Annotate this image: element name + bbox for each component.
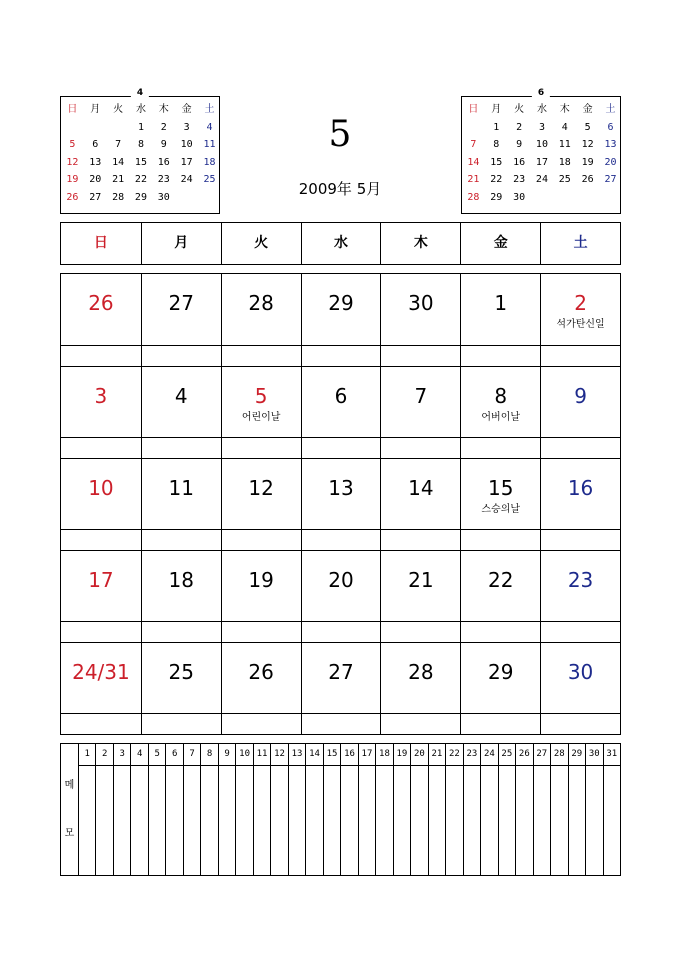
mini-day: 21: [467, 174, 480, 185]
day-cell[interactable]: [460, 643, 540, 734]
day-note-strip[interactable]: [302, 345, 381, 366]
mini-day: 24: [535, 174, 548, 185]
day-cell[interactable]: [301, 643, 381, 734]
weekday-label: 月: [141, 223, 221, 264]
mini-weekday: 水: [135, 104, 146, 115]
day-number: 1: [494, 291, 508, 315]
memo-day-column[interactable]: [165, 766, 182, 875]
memo-day-column[interactable]: [288, 766, 305, 875]
day-cell[interactable]: [301, 551, 381, 642]
mini-day: [198, 189, 221, 207]
day-cell[interactable]: [221, 459, 301, 550]
memo-day-column[interactable]: [358, 766, 375, 875]
day-note-strip[interactable]: [461, 345, 540, 366]
day-note-strip[interactable]: [61, 621, 141, 642]
day-cell[interactable]: [460, 551, 540, 642]
memo-day-header: 24: [480, 744, 497, 766]
day-cell[interactable]: [380, 459, 460, 550]
memo-day-column[interactable]: [323, 766, 340, 875]
mini-day: 20: [604, 156, 617, 168]
weekday-header: [60, 222, 621, 265]
memo-day-header: 12: [270, 744, 287, 766]
mini-day: 6: [92, 139, 99, 150]
memo-day-header: 2: [95, 744, 112, 766]
day-cell[interactable]: [221, 367, 301, 458]
memo-day-header: 13: [288, 744, 305, 766]
mini-weekday: 日: [67, 104, 78, 115]
memo-day-column[interactable]: [533, 766, 550, 875]
day-number: 12: [248, 476, 274, 500]
mini-day: 23: [157, 174, 170, 185]
day-cell[interactable]: [380, 643, 460, 734]
weekday-label: 水: [301, 223, 381, 264]
memo-day-column[interactable]: [95, 766, 112, 875]
mini-day: 2: [160, 121, 167, 133]
day-cell[interactable]: [61, 367, 141, 458]
day-note-strip[interactable]: [381, 713, 460, 734]
mini-day: 3: [538, 121, 545, 133]
mini-day: 5: [584, 121, 591, 133]
mini-day: 30: [157, 191, 170, 203]
day-number: 21: [408, 568, 434, 592]
memo-day-header: 4: [130, 744, 147, 766]
day-number: 8: [494, 384, 508, 408]
mini-weekday: 木: [559, 104, 570, 115]
day-number: 29: [487, 660, 514, 684]
day-number: 15: [487, 476, 514, 500]
day-note-strip[interactable]: [142, 529, 221, 550]
mini-day: 23: [513, 174, 526, 185]
day-cell[interactable]: [61, 459, 141, 550]
memo-day-header: 30: [585, 744, 602, 766]
memo-day-header: 22: [445, 744, 462, 766]
day-cell[interactable]: [221, 274, 301, 366]
mini-calendar-title: 6: [532, 87, 550, 99]
day-note-strip[interactable]: [222, 621, 301, 642]
mini-day: 26: [581, 174, 594, 185]
day-number: 19: [248, 568, 274, 592]
mini-day: 12: [581, 139, 594, 150]
mini-day: 17: [535, 156, 548, 168]
mini-day: [462, 119, 485, 137]
month-grid: [60, 273, 621, 735]
memo-day-header: 26: [515, 744, 532, 766]
day-number: 13: [328, 476, 354, 500]
day-cell[interactable]: [540, 643, 620, 734]
day-cell[interactable]: [540, 459, 620, 550]
day-number: 23: [567, 568, 594, 592]
mini-day: 7: [470, 139, 477, 150]
day-note-strip[interactable]: [142, 621, 221, 642]
day-note-strip[interactable]: [61, 713, 141, 734]
day-cell[interactable]: [380, 367, 460, 458]
mini-weekday: 火: [113, 104, 124, 115]
holiday-label: 어린이날: [241, 412, 281, 423]
weekday-label: 火: [221, 223, 301, 264]
mini-day: 22: [490, 174, 503, 185]
mini-day: 11: [203, 139, 216, 150]
day-note-strip[interactable]: [61, 437, 141, 458]
day-cell[interactable]: [61, 551, 141, 642]
mini-day: 25: [558, 174, 571, 185]
memo-day-header: 18: [375, 744, 392, 766]
mini-day: [175, 189, 198, 207]
day-number: 27: [168, 291, 194, 315]
day-note-strip[interactable]: [222, 529, 301, 550]
day-cell[interactable]: [540, 274, 620, 366]
mini-day: 10: [180, 139, 193, 150]
memo-day-column[interactable]: [148, 766, 165, 875]
memo-day-column[interactable]: [498, 766, 515, 875]
day-note-strip[interactable]: [302, 621, 381, 642]
mini-day: 14: [467, 156, 480, 168]
day-note-strip[interactable]: [302, 437, 381, 458]
day-note-strip[interactable]: [461, 621, 540, 642]
day-note-strip[interactable]: [541, 713, 620, 734]
day-cell[interactable]: [141, 274, 221, 366]
day-number: 20: [328, 568, 354, 592]
memo-day-column[interactable]: [113, 766, 130, 875]
memo-day-header: 1: [78, 744, 95, 766]
day-number: 25: [168, 660, 194, 684]
mini-calendar-june: [461, 88, 621, 214]
day-number: 28: [248, 291, 274, 315]
memo-day-header: 17: [358, 744, 375, 766]
day-cell[interactable]: [141, 551, 221, 642]
memo-day-column[interactable]: [480, 766, 497, 875]
day-note-strip[interactable]: [142, 437, 221, 458]
mini-day: 27: [89, 191, 102, 203]
memo-table: [60, 743, 621, 876]
day-number: 24/31: [72, 660, 130, 684]
day-number: 27: [328, 660, 354, 684]
holiday-label: 석가탄신일: [556, 319, 605, 330]
mini-day: 24: [180, 174, 193, 185]
mini-day: 15: [134, 156, 147, 168]
mini-day: 1: [493, 121, 500, 133]
mini-day: [576, 189, 599, 207]
mini-day: 16: [513, 156, 526, 168]
day-number: 2: [574, 291, 587, 315]
day-number: 18: [168, 568, 194, 592]
memo-day-column[interactable]: [585, 766, 602, 875]
memo-day-column[interactable]: [340, 766, 357, 875]
mini-weekday: 土: [605, 104, 616, 115]
memo-day-header: 29: [568, 744, 585, 766]
mini-day: 8: [493, 139, 500, 150]
memo-day-column[interactable]: [375, 766, 392, 875]
mini-day: 15: [490, 156, 503, 168]
memo-day-header: 21: [428, 744, 445, 766]
memo-day-header: 9: [218, 744, 235, 766]
memo-day-header: 3: [113, 744, 130, 766]
weekday-label: 日: [93, 235, 108, 251]
day-number: 22: [487, 568, 514, 592]
day-cell[interactable]: [460, 367, 540, 458]
mini-weekday: 金: [181, 104, 192, 115]
mini-weekday: 金: [582, 104, 593, 115]
mini-day: 21: [112, 174, 125, 185]
day-note-strip[interactable]: [222, 713, 301, 734]
day-cell[interactable]: [380, 551, 460, 642]
memo-label: [61, 766, 78, 875]
memo-label-char: 모: [64, 828, 75, 839]
day-cell[interactable]: [380, 274, 460, 366]
mini-day: 8: [137, 139, 144, 150]
mini-day: 19: [66, 174, 79, 185]
mini-calendar-grid: [61, 101, 221, 206]
week-row: [61, 642, 620, 734]
mini-day: 29: [490, 191, 503, 203]
day-number: 30: [408, 291, 434, 315]
day-note-strip[interactable]: [461, 529, 540, 550]
memo-day-column[interactable]: [393, 766, 410, 875]
memo-day-column[interactable]: [550, 766, 567, 875]
mini-weekday: 日: [468, 104, 479, 115]
day-note-strip[interactable]: [61, 529, 141, 550]
day-cell[interactable]: [301, 459, 381, 550]
holiday-label: 어버이날: [481, 412, 521, 423]
day-note-strip[interactable]: [381, 621, 460, 642]
mini-weekday: 水: [536, 104, 547, 115]
weekday-label: 土: [540, 223, 620, 264]
day-number: 3: [94, 384, 108, 408]
month-number: 5: [328, 114, 352, 155]
mini-day: 17: [180, 156, 193, 168]
memo-day-column[interactable]: [428, 766, 445, 875]
day-number: 4: [174, 384, 188, 408]
day-note-strip[interactable]: [302, 713, 381, 734]
mini-day: 12: [66, 156, 79, 168]
day-number: 14: [408, 476, 434, 500]
day-note-strip[interactable]: [541, 529, 620, 550]
week-row: [61, 366, 620, 458]
day-note-strip[interactable]: [381, 437, 460, 458]
mini-day: 11: [558, 139, 571, 150]
mini-day: 29: [134, 191, 147, 203]
weekday-label: 金: [460, 223, 540, 264]
holiday-label: 스승의날: [481, 504, 521, 515]
day-cell[interactable]: [301, 274, 381, 366]
mini-day: 13: [604, 139, 617, 150]
mini-day: 7: [115, 139, 122, 150]
memo-day-column[interactable]: [183, 766, 200, 875]
memo-day-column[interactable]: [200, 766, 217, 875]
memo-day-header: 8: [200, 744, 217, 766]
mini-day: 16: [157, 156, 170, 168]
day-cell[interactable]: [540, 367, 620, 458]
day-cell[interactable]: [301, 367, 381, 458]
day-number: 29: [328, 291, 354, 315]
day-number: 28: [408, 660, 434, 684]
memo-day-column[interactable]: [78, 766, 95, 875]
day-note-strip[interactable]: [222, 345, 301, 366]
mini-day: 9: [160, 139, 167, 150]
weekday-label: 木: [380, 223, 460, 264]
mini-weekday: 木: [158, 104, 169, 115]
mini-day: [84, 119, 107, 137]
memo-day-column[interactable]: [410, 766, 427, 875]
day-note-strip[interactable]: [541, 437, 620, 458]
memo-day-column[interactable]: [515, 766, 532, 875]
mini-day: 14: [112, 156, 125, 168]
day-cell[interactable]: [61, 643, 141, 734]
mini-day: 13: [89, 156, 102, 168]
day-cell[interactable]: [221, 643, 301, 734]
memo-day-header: 20: [410, 744, 427, 766]
mini-day: 9: [516, 139, 523, 150]
day-number: 7: [414, 384, 428, 408]
memo-day-column[interactable]: [253, 766, 270, 875]
memo-day-header: 7: [183, 744, 200, 766]
memo-day-column[interactable]: [270, 766, 287, 875]
day-cell[interactable]: [141, 459, 221, 550]
day-note-strip[interactable]: [461, 713, 540, 734]
mini-day: 18: [203, 156, 216, 168]
mini-calendar-april: [60, 88, 220, 214]
week-row: [61, 274, 620, 366]
day-note-strip[interactable]: [61, 345, 141, 366]
mini-day: 28: [112, 191, 125, 203]
day-note-strip[interactable]: [142, 713, 221, 734]
mini-day: 26: [66, 191, 79, 203]
day-note-strip[interactable]: [541, 345, 620, 366]
memo-day-column[interactable]: [235, 766, 252, 875]
mini-day: 4: [561, 121, 568, 133]
memo-day-header: 6: [165, 744, 182, 766]
mini-calendar-grid: [462, 101, 622, 206]
mini-day: 10: [535, 139, 548, 150]
day-number: 16: [567, 476, 594, 500]
memo-corner: [61, 744, 78, 766]
mini-day: [107, 119, 130, 137]
mini-day: [61, 119, 84, 137]
memo-day-header: 23: [463, 744, 480, 766]
mini-calendar-title: 4: [131, 87, 149, 99]
day-note-strip[interactable]: [302, 529, 381, 550]
day-note-strip[interactable]: [461, 437, 540, 458]
mini-day: 19: [581, 156, 594, 168]
memo-day-column[interactable]: [130, 766, 147, 875]
day-cell[interactable]: [61, 274, 141, 366]
mini-day: 5: [69, 139, 76, 150]
day-number: 5: [254, 384, 268, 408]
mini-day: 25: [203, 174, 216, 185]
mini-day: 22: [134, 174, 147, 185]
year-month-title: 2009年 5月: [298, 180, 382, 198]
memo-day-header: 11: [253, 744, 270, 766]
week-row: [61, 550, 620, 642]
mini-day: 6: [607, 121, 614, 133]
memo-day-header: 14: [305, 744, 322, 766]
memo-day-column[interactable]: [445, 766, 462, 875]
memo-day-header: 16: [340, 744, 357, 766]
memo-day-header: 19: [393, 744, 410, 766]
memo-day-header: 25: [498, 744, 515, 766]
day-number: 6: [334, 384, 348, 408]
day-cell[interactable]: [540, 551, 620, 642]
mini-day: 4: [206, 121, 213, 133]
memo-day-header: 27: [533, 744, 550, 766]
mini-day: 3: [183, 121, 190, 133]
day-note-strip[interactable]: [222, 437, 301, 458]
day-number: 26: [88, 291, 114, 315]
memo-day-header: 15: [323, 744, 340, 766]
week-row: [61, 458, 620, 550]
memo-day-column[interactable]: [603, 766, 620, 875]
day-note-strip[interactable]: [381, 345, 460, 366]
memo-day-column[interactable]: [218, 766, 235, 875]
mini-day: 30: [513, 191, 526, 203]
mini-day: 20: [89, 174, 102, 185]
day-note-strip[interactable]: [142, 345, 221, 366]
day-number: 10: [88, 476, 114, 500]
memo-day-column[interactable]: [568, 766, 585, 875]
memo-day-header: 28: [550, 744, 567, 766]
memo-day-header: 5: [148, 744, 165, 766]
mini-weekday: 月: [90, 104, 101, 115]
day-number: 30: [567, 660, 594, 684]
memo-label-char: 메: [64, 780, 75, 791]
day-number: 9: [574, 384, 587, 408]
day-cell[interactable]: [460, 459, 540, 550]
memo-day-header: 31: [603, 744, 620, 766]
day-cell[interactable]: [141, 643, 221, 734]
mini-day: 27: [604, 174, 617, 185]
memo-day-column[interactable]: [463, 766, 480, 875]
mini-weekday: 土: [204, 104, 215, 115]
day-cell[interactable]: [141, 367, 221, 458]
mini-day: [553, 189, 576, 207]
day-cell[interactable]: [460, 274, 540, 366]
day-note-strip[interactable]: [541, 621, 620, 642]
mini-day: 28: [467, 191, 480, 203]
mini-day: 2: [516, 121, 523, 133]
mini-weekday: 月: [491, 104, 502, 115]
day-number: 11: [168, 476, 194, 500]
day-note-strip[interactable]: [381, 529, 460, 550]
mini-weekday: 火: [514, 104, 525, 115]
mini-day: [599, 189, 622, 207]
day-number: 17: [88, 568, 114, 592]
mini-day: 18: [558, 156, 571, 168]
memo-day-column[interactable]: [305, 766, 322, 875]
mini-day: [531, 189, 554, 207]
day-number: 26: [248, 660, 274, 684]
mini-day: 1: [137, 121, 144, 133]
memo-day-header: 10: [235, 744, 252, 766]
day-cell[interactable]: [221, 551, 301, 642]
